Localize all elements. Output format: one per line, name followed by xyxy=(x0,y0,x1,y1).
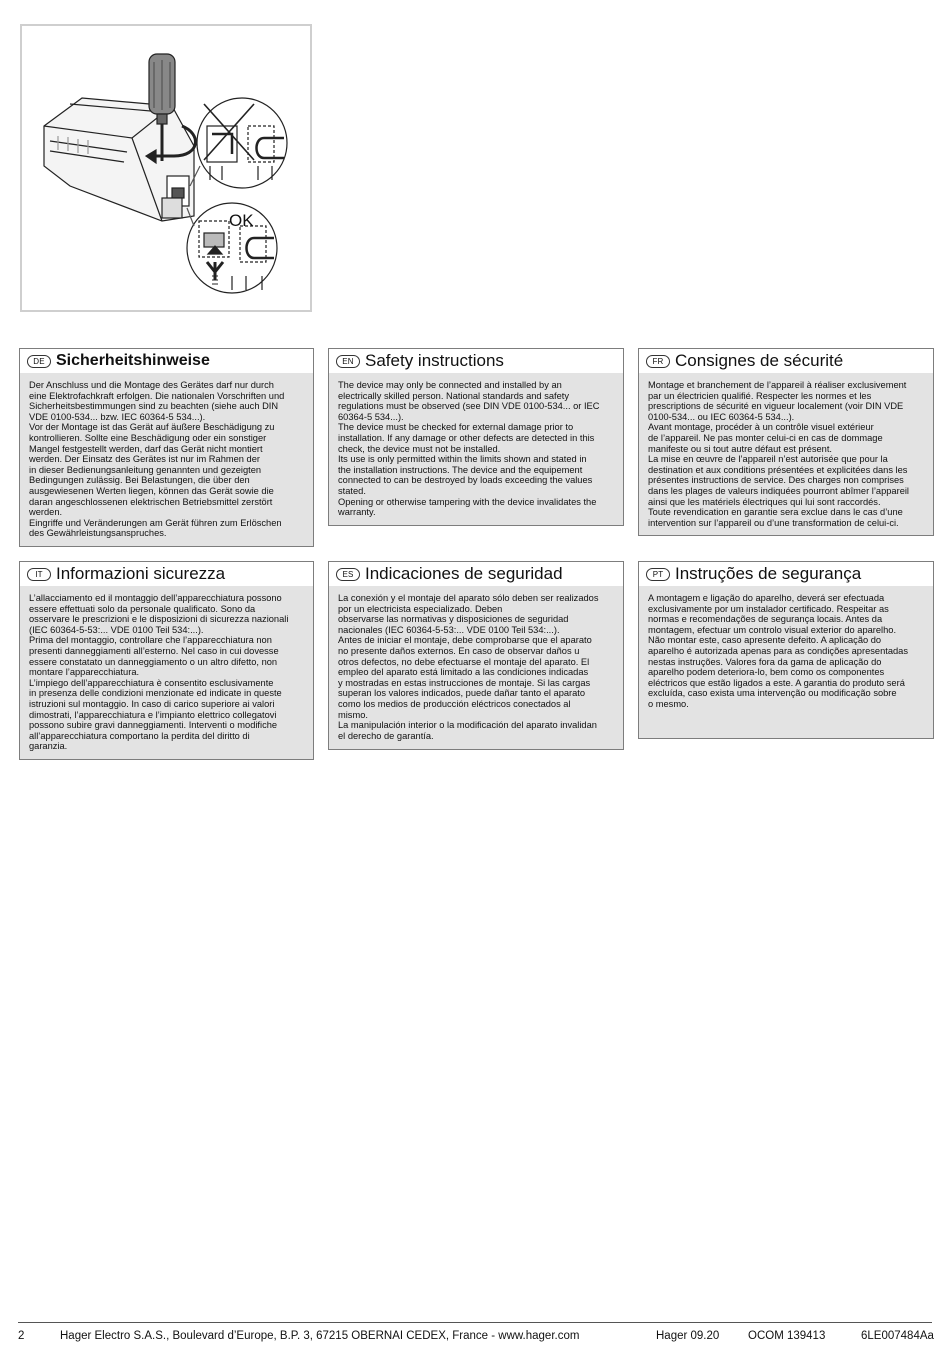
section-header xyxy=(329,562,623,586)
language-badge: DE xyxy=(27,355,51,368)
device-drawing xyxy=(22,26,310,310)
section-body: A montagem e ligação do aparelho, deverá ser efectuada exclusivamente por um instalador certificado. Respeitar as normas e recomendações de segurança locais. Antes da montagem, efectuar um controlo visual exterior do aparelho. Não montar este, caso apresente defeito. A aplicação do aparelho é autorizada apenas para as condições apresentadas nestas instruções. Valores fora da gama de aplicação do aparelho podem deteriora-lo, bem como os componentes eléctricos que estão ligados a este. A garantia do produto será excluída, caso exista uma intervenção ou modificação sobre o mesmo. xyxy=(648,593,908,709)
section-body: The device may only be connected and installed by an electrically skilled person. National standards and safety regulations must be observed (see DIN VDE 0100-534... or IEC 60364-5 534...). The device must be checked for external damage prior to installation. If any damage or other defects are detected in this check, the device must not be installed. Its use is only permitted within the limits shown and stated in the installation instructions. The device and the equipement connected to can be destroyed by loads exceeding the values stated. Opening or otherwise tampering with the device invalidates the warranty. xyxy=(338,380,600,518)
section-body: Montage et branchement de l’appareil à réaliser exclusivement par un électricien qualifié. Respecter les normes et les prescriptions de sécurité en vigueur localement (voir DIN VDE 0100-534... ou IEC 60364-5 534...). Avant montage, procéder à un contrôle visuel extérieur de l’appareil. Ne pas monter celui-ci en cas de dommage manifeste ou si tout autre défaut est présent. La mise en œuvre de l’appareil n’est autorisée que pour la destination et aux conditions présentées et explicitées dans les présentes instructions de service. Des charges non comprises dans les plages de valeurs indiquées pourront abîmer l’appareil ainsi que les matériels électriques qui lui sont raccordés. Toute revendication en garantie sera exclue dans le cas d’une intervention sur l’appareil ou d’une transformation de celui-ci. xyxy=(648,380,909,528)
section-es xyxy=(328,561,624,750)
section-title: Instruções de segurança xyxy=(675,564,862,583)
section-pt xyxy=(638,561,934,739)
footer-rule xyxy=(18,1322,932,1323)
footer-date: Hager 09.20 xyxy=(656,1330,720,1342)
section-header xyxy=(20,562,313,586)
section-fr xyxy=(638,348,934,536)
language-badge: EN xyxy=(336,355,360,368)
footer-reference: 6LE007484Aa xyxy=(861,1330,934,1342)
section-it xyxy=(19,561,314,760)
language-badge: FR xyxy=(646,355,670,368)
installation-illustration xyxy=(20,24,312,312)
ok-label: OK xyxy=(229,211,254,230)
section-header xyxy=(20,349,313,373)
footer-address: Hager Electro S.A.S., Boulevard d’Europe, B.P. 3, 67215 OBERNAI CEDEX, France - www.hager.com xyxy=(60,1330,580,1342)
section-title: Safety instructions xyxy=(365,351,504,370)
section-header xyxy=(329,349,623,373)
section-en xyxy=(328,348,624,526)
section-body: L’allacciamento ed il montaggio dell’apparecchiatura possono essere effettuati solo da personale qualificato. Sono da osservare le prescrizioni e le disposizioni di sicurezza nazionali (IEC 60364-5-53:... VDE 0100 Teil 534:...). Prima del montaggio, controllare che l’apparecchiatura non presenti danneggiamenti all’esterno. Nel caso in cui dovesse essere constatato un danneggiamento o un altro difetto, non montare l’apparecchiatura. L’impiego dell’apparecchiatura è consentito esclusivamente in presenza delle condizioni menzionate ed indicate in queste istruzioni sul montaggio. In caso di carico superiore ai valori dimostrati, l’apparecchiatura e l’impianto elettrico collegatovi possono subire gravi danneggiamenti. Interventi o modifiche all’apparecchiatura comportano la perdita del diritto di garanzia. xyxy=(29,593,289,752)
language-badge: IT xyxy=(27,568,51,581)
language-badge: ES xyxy=(336,568,360,581)
footer-ocom: OCOM 139413 xyxy=(748,1330,826,1342)
section-header xyxy=(639,349,933,373)
section-de xyxy=(19,348,314,547)
section-header xyxy=(639,562,933,586)
section-body: Der Anschluss und die Montage des Gerätes darf nur durch eine Elektrofachkraft erfolgen. Die nationalen Vorschriften und Sicherheitsbestimmungen sind zu beachten (siehe auch DIN VDE 0100-534... bzw. IEC 60364-5 534...). Vor der Montage ist das Gerät auf äußere Beschädigung zu kontrollieren. Sollte eine Beschädigung oder ein sonstiger Mangel festgestellt werden, darf das Gerät nicht montiert werden. Der Einsatz des Gerätes ist nur im Rahmen der in dieser Bedienungsanleitung genannten und gezeigten Bedingungen zulässig. Bei Belastungen, die über den ausgewiesenen Werten liegen, können das Gerät sowie die daran angeschlossenen elektrischen Betriebsmittel zerstört werden. Eingriffe und Veränderungen am Gerät führen zum Erlöschen des Gewährleistungsanspruches. xyxy=(29,380,285,539)
page-number: 2 xyxy=(18,1330,25,1342)
section-title: Informazioni sicurezza xyxy=(56,564,226,583)
section-title: Sicherheitshinweise xyxy=(56,352,210,369)
section-title: Indicaciones de seguridad xyxy=(365,564,563,583)
section-body: La conexión y el montaje del aparato sólo deben ser realizados por un electricista especializado. Deben observarse las normativas y disposiciones de seguridad nacionales (IEC 60364-5-53:... VDE 0100 Teil 534:...). Antes de iniciar el montaje, debe comprobarse que el aparato no presente daños externos. En caso de observar daños u otros defectos, no debe efectuarse el montaje del aparato. El empleo del aparato está limitado a las condiciones indicadas y mostradas en estas instrucciones de montaje. Si las cargas superan los valores indicados, puede dañar tanto el aparato como los medios de producción eléctricos conectados al mismo. La manipulación interior o la modificación del aparato invalidan el derecho de garantía. xyxy=(338,593,599,741)
section-title: Consignes de sécurité xyxy=(675,351,844,370)
language-badge: PT xyxy=(646,568,670,581)
